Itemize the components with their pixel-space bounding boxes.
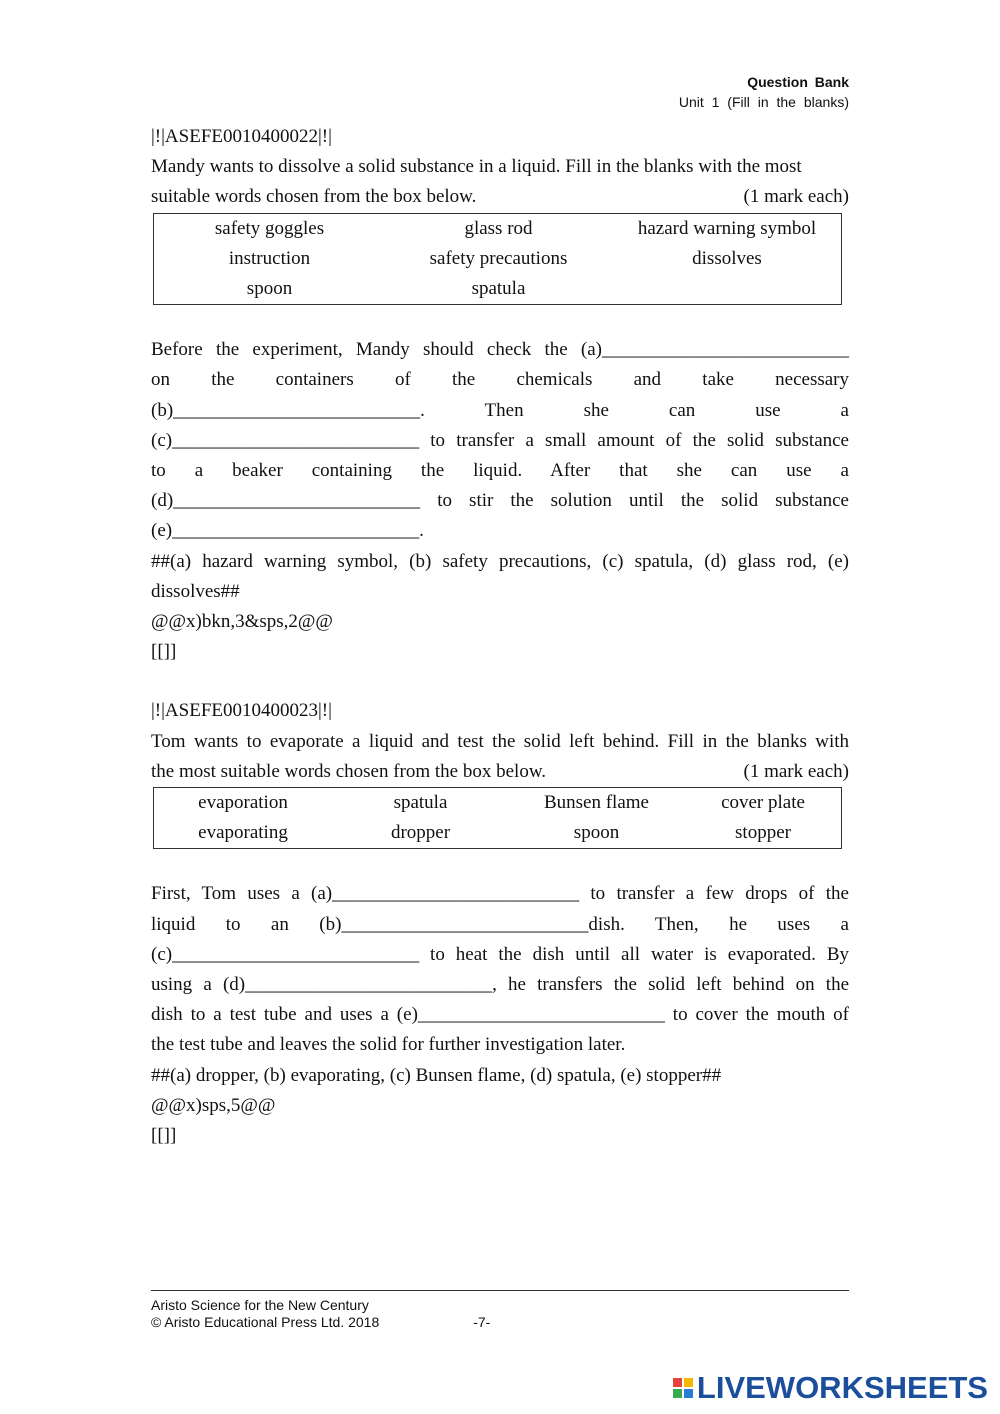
word-box xyxy=(153,213,842,306)
marks-label: (1 mark each) xyxy=(743,760,849,782)
watermark-text: LIVEWORKSHEETS xyxy=(696,1370,988,1405)
logo-square xyxy=(684,1378,693,1387)
passage-line: Before the experiment, Mandy should check the (a)__________________________ xyxy=(151,339,849,361)
fill-in-passage xyxy=(151,879,849,1060)
marks-label: (1 mark each) xyxy=(743,186,849,208)
word-option: glass rod xyxy=(464,217,533,239)
passage-line: liquid to an (b)__________________________dish. Then, he uses a xyxy=(151,913,849,935)
word-option: instruction xyxy=(228,247,311,269)
word-box xyxy=(153,787,842,849)
spacer xyxy=(151,849,849,879)
passage-line: First, Tom uses a (a)__________________________ to transfer a few drops of the xyxy=(151,883,849,905)
word-option: Bunsen flame xyxy=(543,792,649,814)
question-1 xyxy=(151,122,849,667)
liveworksheets-watermark xyxy=(673,1370,988,1406)
word-option: safety goggles xyxy=(214,217,325,239)
word-option: safety precautions xyxy=(429,247,568,269)
passage-line: (c)__________________________ to transfer a small amount of the solid substance xyxy=(151,429,849,451)
passage-line: (c)__________________________ to heat the dish until all water is evaporated. By xyxy=(151,943,849,965)
question-intro: Tom wants to evaporate a liquid and test the solid left behind. Fill in the blanks with xyxy=(151,730,849,752)
footer-copyright: © Aristo Educational Press Ltd. 2018 xyxy=(151,1314,380,1330)
word-box-row xyxy=(154,788,841,818)
word-option: spatula xyxy=(393,792,448,814)
passage-line: the test tube and leaves the solid for further investigation later. xyxy=(151,1034,626,1056)
word-option: dissolves xyxy=(692,247,762,269)
fill-in-passage xyxy=(151,335,849,546)
answer-code: @@x)sps,5@@ xyxy=(151,1094,276,1116)
passage-line: to a beaker containing the liquid. After that she can use a xyxy=(151,460,849,482)
question-intro: Mandy wants to dissolve a solid substance in a liquid. Fill in the blanks with the most xyxy=(151,156,802,178)
word-option: spoon xyxy=(573,822,620,844)
liveworksheets-logo-icon xyxy=(673,1378,693,1398)
logo-square xyxy=(684,1389,693,1398)
question-2 xyxy=(151,696,849,1151)
page-footer xyxy=(151,1290,849,1331)
page-number: -7- xyxy=(473,1314,491,1330)
question-intro-end: suitable words chosen from the box below. xyxy=(151,186,477,208)
passage-line: (d)__________________________ to stir the solution until the solid substance xyxy=(151,490,849,512)
page-header xyxy=(679,72,849,112)
word-option: dropper xyxy=(390,822,451,844)
logo-square xyxy=(673,1389,682,1398)
word-box-row xyxy=(154,214,841,244)
header-subtitle: Unit 1 (Fill in the blanks) xyxy=(678,94,849,110)
word-option: spatula xyxy=(471,278,526,300)
passage-line: using a (d)__________________________, he transfers the solid left behind on the xyxy=(151,974,849,996)
word-option: spoon xyxy=(246,278,293,300)
question-intro-row xyxy=(151,757,849,787)
question-intro-end: the most suitable words chosen from the box below. xyxy=(151,760,547,782)
answer-key: ##(a) hazard warning symbol, (b) safety precautions, (c) spatula, (d) glass rod, (e) xyxy=(151,550,849,572)
end-marker: [[]] xyxy=(151,1125,177,1147)
question-id: |!|ASEFE0010400023|!| xyxy=(151,700,332,722)
content xyxy=(151,122,849,1151)
word-option: cover plate xyxy=(721,792,805,814)
spacer xyxy=(151,667,849,696)
word-option: stopper xyxy=(735,822,791,844)
passage-line: (b)__________________________. Then she can use a xyxy=(151,399,849,421)
passage-line: (e)__________________________. xyxy=(151,520,424,542)
footer-row xyxy=(151,1314,849,1331)
word-option xyxy=(612,274,842,304)
answer-key: ##(a) dropper, (b) evaporating, (c) Bunsen flame, (d) spatula, (e) stopper## xyxy=(151,1064,722,1086)
word-box-row xyxy=(154,274,841,304)
end-marker: [[]] xyxy=(151,641,177,663)
word-box-row xyxy=(154,818,841,848)
question-id: |!|ASEFE0010400022|!| xyxy=(151,126,332,147)
logo-square xyxy=(673,1378,682,1387)
word-option: hazard warning symbol xyxy=(637,217,817,239)
passage-line: on the containers of the chemicals and take necessary xyxy=(151,369,849,391)
answer-key-end: dissolves## xyxy=(151,580,240,602)
footer-publication: Aristo Science for the New Century xyxy=(151,1297,369,1313)
word-box-row xyxy=(154,244,841,274)
passage-line: dish to a test tube and uses a (e)__________________________ to cover the mouth of xyxy=(151,1004,849,1026)
answer-code: @@x)bkn,3&sps,2@@ xyxy=(151,611,333,633)
spacer xyxy=(151,305,849,335)
word-option: evaporating xyxy=(198,822,288,844)
word-option: evaporation xyxy=(198,792,288,814)
header-title: Question Bank xyxy=(747,74,849,90)
question-intro-row xyxy=(151,182,849,212)
